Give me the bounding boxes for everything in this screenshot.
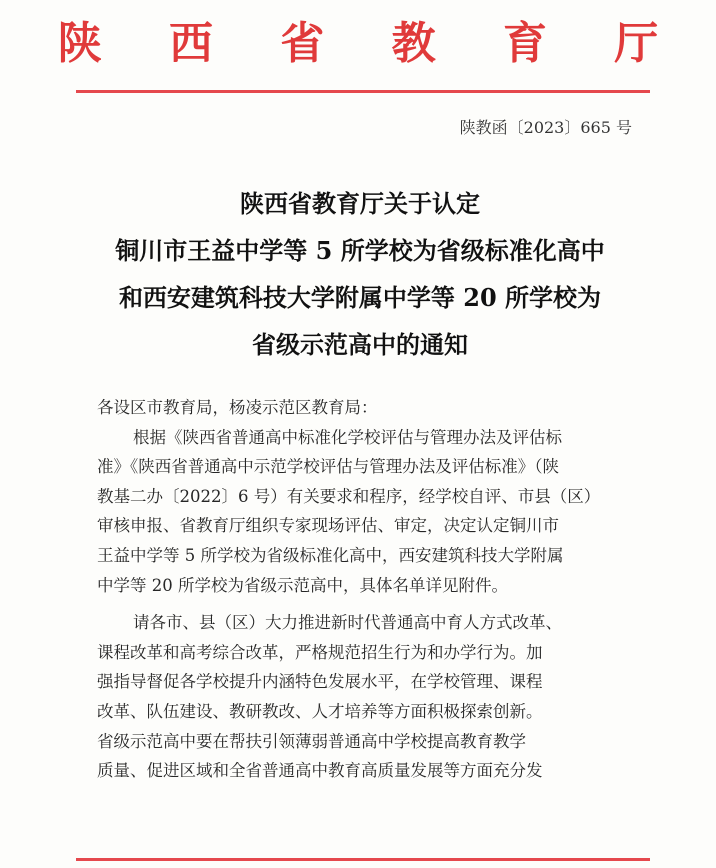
document-title [70, 180, 650, 368]
title-line: 铜川市王益中学等 5 所学校为省级标准化高中 [115, 236, 605, 265]
footer-red-rule [76, 858, 650, 861]
paragraph-line: 准》《陕西省普通高中示范学校评估与管理办法及评估标准》（陕 [97, 457, 559, 477]
paragraph-line: 课程改革和高考综合改革，严格规范招生行为和办学行为。加 [97, 642, 543, 662]
paragraph-line: 审核申报、省教育厅组织专家现场评估、审定，决定认定铜川市 [97, 516, 559, 536]
paragraph-line: 王益中学等 5 所学校为省级标准化高中，西安建筑科技大学附属 [97, 545, 564, 565]
paragraph-2 [97, 608, 635, 786]
document-body [97, 393, 635, 786]
paragraph-line: 根据《陕西省普通高中标准化学校评估与管理办法及评估标 [133, 427, 562, 447]
paragraph-line: 请各市、县（区）大力推进新时代普通高中育人方式改革、 [133, 613, 562, 633]
document-number: 陕教函〔2023〕665 号 [459, 118, 632, 137]
paragraph-line: 质量、促进区域和全省普通高中教育高质量发展等方面充分发 [97, 761, 543, 781]
salutation: 各设区市教育局，杨凌示范区教育局： [97, 398, 378, 417]
paragraph-line: 中学等 20 所学校为省级示范高中，具体名单详见附件。 [97, 575, 508, 595]
paragraph-line: 改革、队伍建设、教研教改、人才培养等方面积极探索创新。 [97, 701, 543, 721]
paragraph-1 [97, 423, 635, 601]
title-line: 和西安建筑科技大学附属中学等 20 所学校为 [118, 283, 602, 312]
paragraph-line: 教基二办〔2022〕6 号）有关要求和程序，经学校自评、市县（区） [97, 486, 601, 506]
paragraph-line: 省级示范高中要在帮扶引领薄弱普通高中学校提高教育教学 [97, 731, 526, 751]
title-line: 省级示范高中的通知 [252, 330, 468, 359]
paragraph-line: 强指导督促各学校提升内涵特色发展水平，在学校管理、课程 [97, 672, 543, 692]
letterhead-red-rule [76, 90, 650, 93]
letterhead-issuer: 陕 西 省 教 育 厅 [57, 18, 685, 69]
title-line: 陕西省教育厅关于认定 [240, 189, 480, 218]
